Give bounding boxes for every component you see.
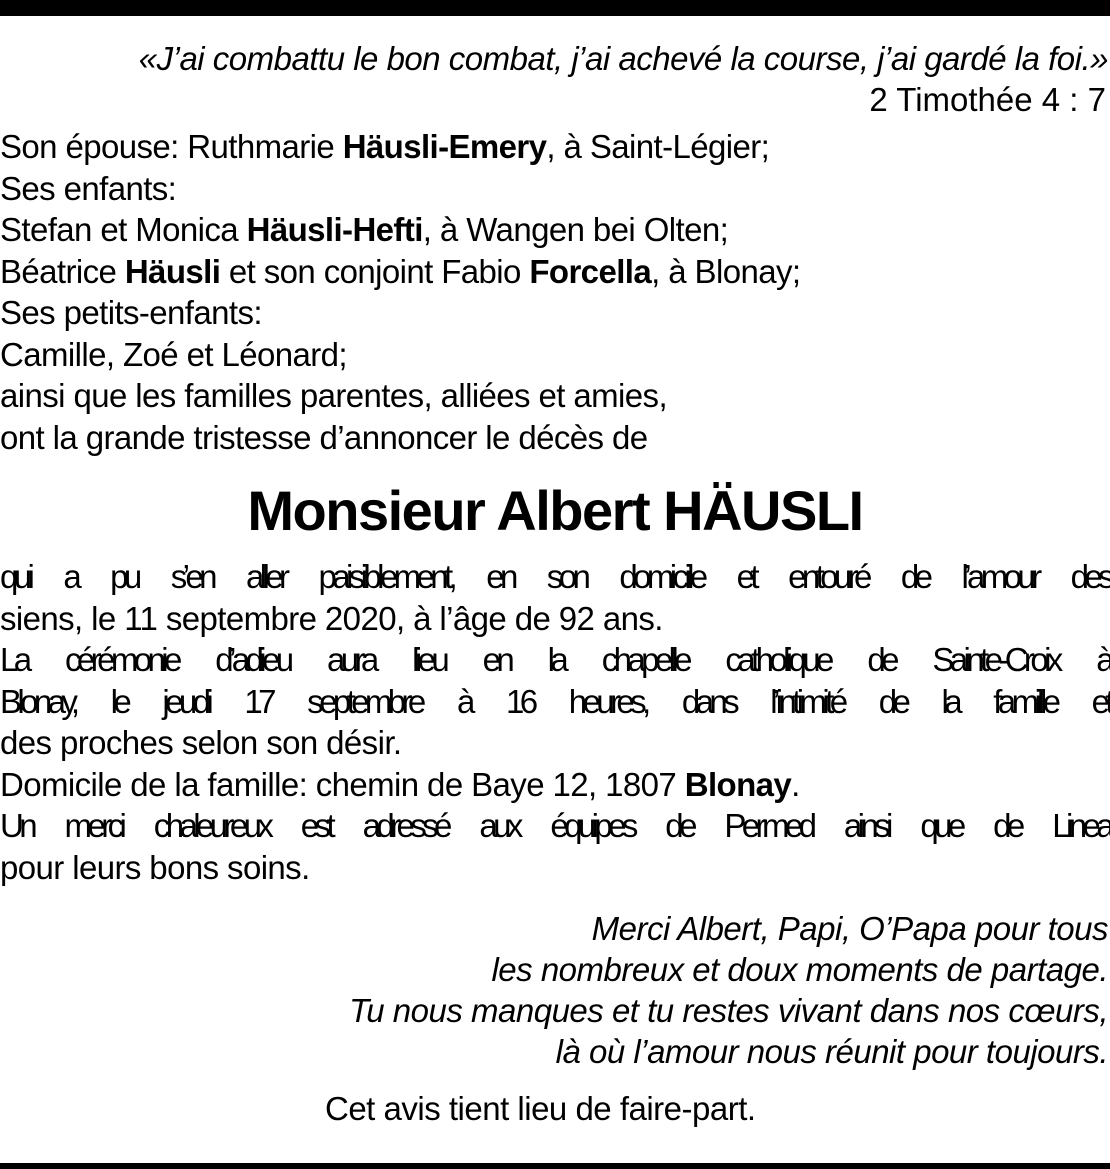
relatives-line: ainsi que les familles parentes, alliées et amies,	[0, 377, 668, 414]
grandchildren-names: Camille, Zoé et Léonard;	[0, 335, 347, 373]
child-2-partner-name: Forcella	[529, 252, 652, 290]
children-label: Ses enfants:	[0, 169, 177, 207]
notice-statement: Cet avis tient lieu de faire-part.	[325, 1090, 756, 1127]
grandchildren-label: Ses petits-enfants:	[0, 294, 262, 331]
ceremony-line-1: La cérémonie d’adieu aura lieu en la chapelle catholique de Sainte-Croix à	[0, 641, 1110, 678]
announcement-line: ont la grande tristesse d’annoncer le décès de	[0, 418, 648, 456]
thanks-line-1: Un merci chaleureux est adressé aux équipes de Permed ainsi que de Linea	[0, 807, 1110, 844]
tribute-line-4: là où l’amour nous réunit pour toujours.	[555, 1033, 1108, 1070]
child-line-2: Béatrice Häusli et son conjoint Fabio Forcella, à Blonay;	[0, 252, 801, 290]
child-2-name: Häusli	[124, 252, 221, 290]
top-border	[0, 0, 1110, 16]
family-address: Domicile de la famille: chemin de Baye 12, 1807 Blonay.	[0, 765, 800, 803]
ceremony-line-2: Blonay, le jeudi 17 septembre à 16 heures, dans l’intimité de la famille et	[0, 682, 1110, 720]
tribute-line-3: Tu nous manques et tu restes vivant dans nos cœurs,	[349, 992, 1108, 1029]
spouse-line: Son épouse: Ruthmarie Häusli-Emery, à Saint-Légier;	[0, 128, 770, 165]
epigraph-reference: 2 Timothée 4 : 7	[869, 81, 1106, 118]
tribute-verse	[0, 908, 1110, 1072]
tribute-line-1: Merci Albert, Papi, O’Papa pour tous	[591, 910, 1108, 947]
ceremony-line-3: des proches selon son désir.	[0, 724, 402, 761]
family-list	[0, 126, 1110, 458]
obituary-notice	[0, 38, 1110, 1129]
child-line-1: Stefan et Monica Häusli-Hefti, à Wangen bei Olten;	[0, 211, 729, 248]
passing-line-1: qui a pu s’en aller paisiblement, en son domicile et entouré de l’amour des	[0, 558, 1110, 595]
bottom-border	[0, 1163, 1110, 1169]
epigraph-quote: «J’ai combattu le bon combat, j’ai achevé la course, j’ai gardé la foi.»	[138, 40, 1108, 77]
passing-line-2: siens, le 11 septembre 2020, à l’âge de 92 ans.	[0, 599, 663, 637]
address-town: Blonay	[684, 765, 792, 803]
notice-details	[0, 556, 1110, 888]
child-1-name: Häusli-Hefti	[246, 211, 423, 248]
deceased-name: Monsieur Albert HÄUSLI	[247, 479, 863, 542]
tribute-line-2: les nombreux et doux moments de partage.	[491, 951, 1108, 988]
spouse-name: Häusli-Emery	[342, 128, 547, 165]
thanks-line-2: pour leurs bons soins.	[0, 848, 310, 886]
